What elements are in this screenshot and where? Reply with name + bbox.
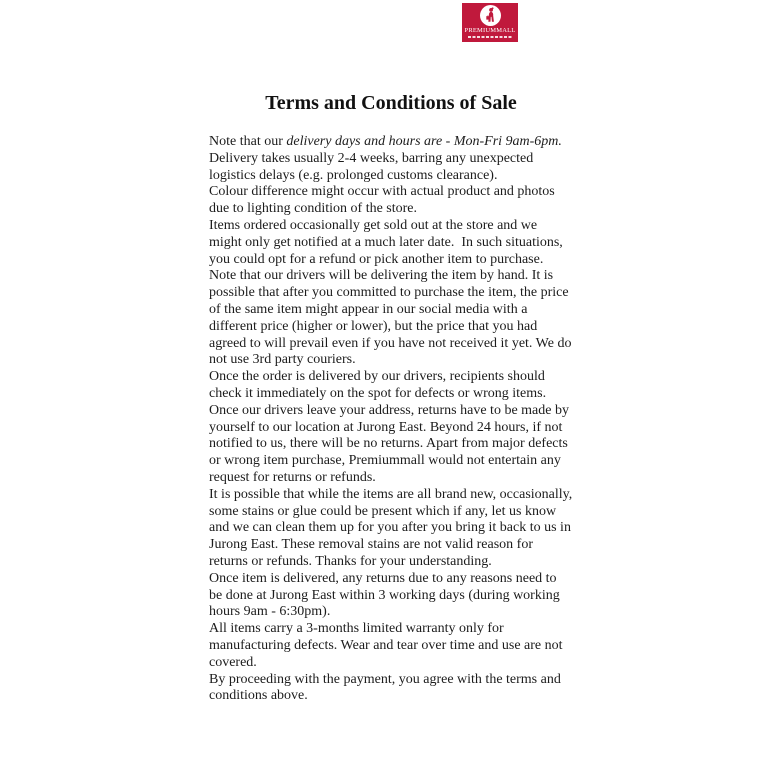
text: Once our drivers leave your address, returns have to be made by yourself to our location at Jurong East. Beyond 24 hours, if not notified to us, there will be no returns. Apart from major defects or wrong item purchase, Premiummall would not entertain any request for returns or refunds.	[209, 402, 573, 485]
text: Once item is delivered, any returns due to any reasons need to be done at Jurong East within 3 working days (during working hours 9am - 6:30pm).	[209, 570, 564, 620]
text: Items ordered occasionally get sold out at the store and we might only get notified at a much later date. In such situations, you could opt for a refund or pick another item to purchase.	[209, 217, 567, 267]
paragraph	[209, 672, 573, 706]
brand-logo	[462, 3, 518, 42]
paragraph	[209, 486, 576, 571]
logo-tagline	[468, 36, 512, 38]
paragraph	[209, 218, 573, 268]
text: Note that our	[209, 134, 287, 149]
woman-shopper-silhouette-icon	[480, 5, 501, 26]
paragraph	[209, 621, 573, 671]
paragraph	[209, 268, 573, 369]
text: Colour difference might occur with actual product and photos due to lighting condition of the store.	[209, 184, 559, 217]
logo-brand-text: PREMIUMMALL	[464, 27, 516, 34]
text: Note that our drivers will be delivering the item by hand. It is possible that after you committed to purchase the item, the price of the same item might appear in our social media with a different price (higher or lower), but the price that you had agreed to will prevail even if you have not received it yet. We do not use 3rd party couriers.	[209, 268, 575, 368]
page-title: Terms and Conditions of Sale	[265, 92, 517, 114]
paragraph	[209, 369, 573, 403]
paragraph	[209, 403, 573, 487]
paragraph	[209, 184, 573, 218]
italic-text: delivery days and hours are - Mon-Fri 9am-6pm.	[286, 134, 562, 149]
paragraph	[209, 151, 573, 185]
text: All items carry a 3-months limited warranty only for manufacturing defects. Wear and tear over time and use are not covered.	[209, 621, 567, 670]
terms-content	[209, 92, 576, 705]
text: Once the order is delivered by our drivers, recipients should check it immediately on the spot for defects or wrong items.	[209, 369, 549, 401]
paragraph	[209, 571, 573, 621]
text: It is possible that while the items are all brand new, occasionally, some stains or glue could be present which if any, let us know and we can clean them up for you after you bring it back to us in Jurong East. These removal stains are not valid reason for returns or refunds. Thanks for your understanding.	[209, 486, 576, 569]
text: By proceeding with the payment, you agree with the terms and conditions above.	[209, 671, 565, 704]
text: Delivery takes usually 2-4 weeks, barring any unexpected logistics delays (e.g. prolonged customs clearance).	[209, 150, 537, 183]
paragraph	[209, 134, 573, 151]
terms-paragraphs	[209, 134, 576, 705]
